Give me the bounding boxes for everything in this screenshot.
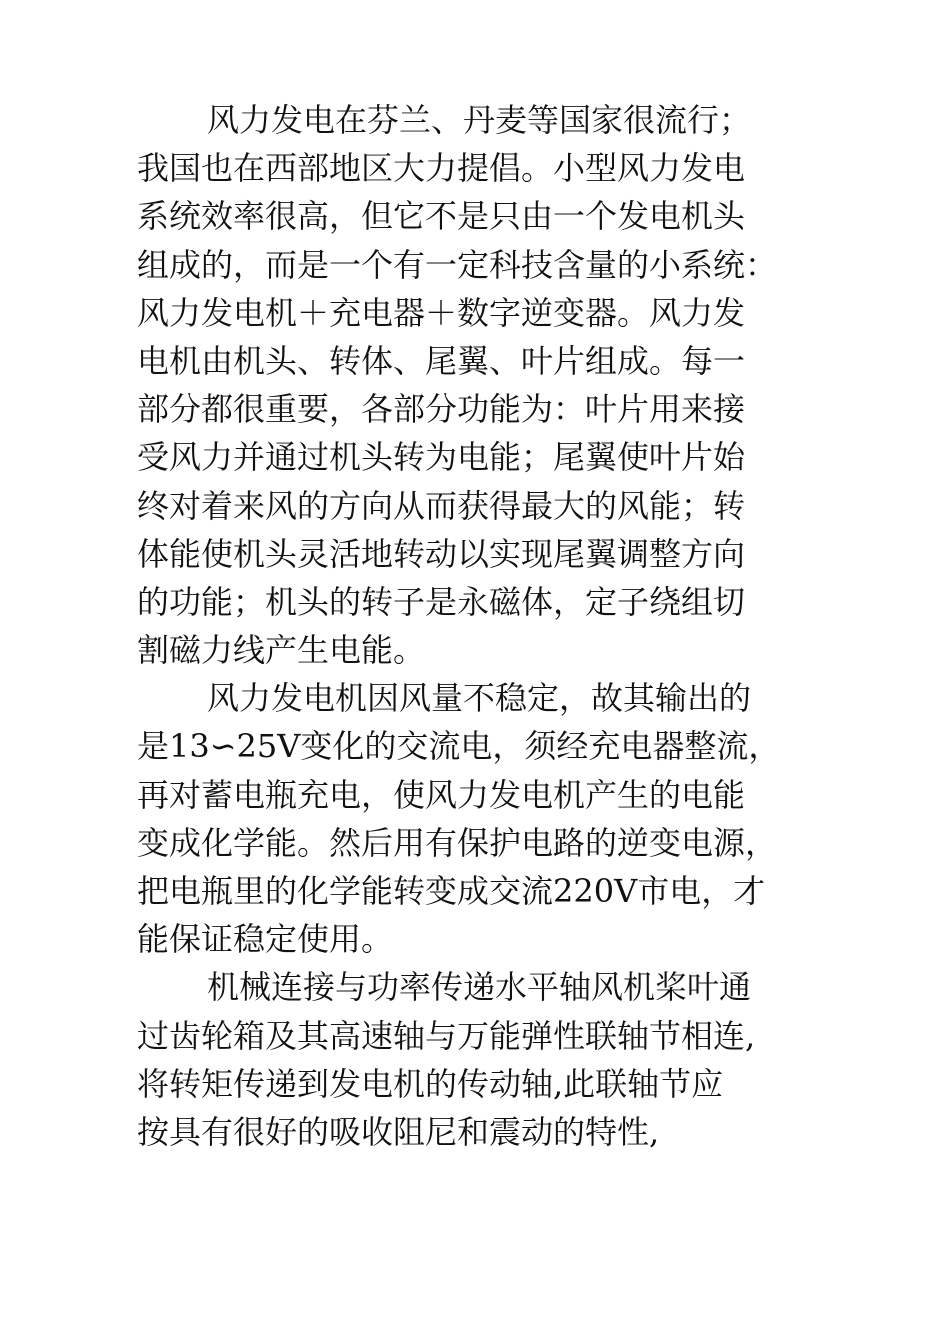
paragraph-1-line-11: 的功能；机头的转子是永磁体，定子绕组切 bbox=[137, 582, 746, 621]
paragraph-1-line-5: 风力发电机＋充电器＋数字逆变器。风力发 bbox=[137, 293, 746, 332]
paragraph-1-line-2: 我国也在西部地区大力提倡。小型风力发电 bbox=[137, 149, 746, 188]
paragraph-3-line-3: 将转矩传递到发电机的传动轴,此联轴节应 bbox=[137, 1064, 724, 1103]
paragraph-1-line-6: 电机由机头、转体、尾翼、叶片组成。每一 bbox=[137, 341, 746, 380]
paragraph-1-line-4: 组成的，而是一个有一定科技含量的小系统： bbox=[137, 245, 778, 284]
body-text bbox=[137, 96, 817, 1156]
paragraph-3-line-2: 过齿轮箱及其高速轴与万能弹性联轴节相连, bbox=[137, 1016, 756, 1055]
paragraph-1-line-9: 终对着来风的方向从而获得最大的风能；转 bbox=[137, 486, 746, 525]
paragraph-1-line-8: 受风力并通过机头转为电能；尾翼使叶片始 bbox=[137, 438, 746, 477]
paragraph-1-line-3: 系统效率很高，但它不是只由一个发电机头 bbox=[137, 197, 746, 236]
paragraph-2-line-3: 再对蓄电瓶充电，使风力发电机产生的电能 bbox=[137, 775, 746, 814]
paragraph-2-line-5: 把电瓶里的化学能转变成交流220V市电，才 bbox=[137, 872, 766, 910]
paragraph-3-line-4: 按具有很好的吸收阻尼和震动的特性, bbox=[137, 1112, 660, 1151]
paragraph-1-line-12: 割磁力线产生电能。 bbox=[137, 631, 426, 670]
paragraph-1-line-1: 风力发电在芬兰、丹麦等国家很流行； bbox=[207, 101, 752, 139]
paragraph-2-line-2: 是13∽25V变化的交流电，须经充电器整流， bbox=[137, 727, 781, 766]
paragraph-2-line-6: 能保证稳定使用。 bbox=[137, 920, 394, 959]
paragraph-3-line-1: 机械连接与功率传递水平轴风机桨叶通 bbox=[207, 968, 752, 1007]
paragraph-2-line-4: 变成化学能。然后用有保护电路的逆变电源， bbox=[137, 823, 778, 862]
paragraph-2-line-1: 风力发电机因风量不稳定，故其输出的 bbox=[207, 679, 752, 718]
paragraph-1-line-7: 部分都很重要，各部分功能为：叶片用来接 bbox=[137, 390, 746, 429]
paragraph-1-line-10: 体能使机头灵活地转动以实现尾翼调整方向 bbox=[137, 534, 746, 573]
